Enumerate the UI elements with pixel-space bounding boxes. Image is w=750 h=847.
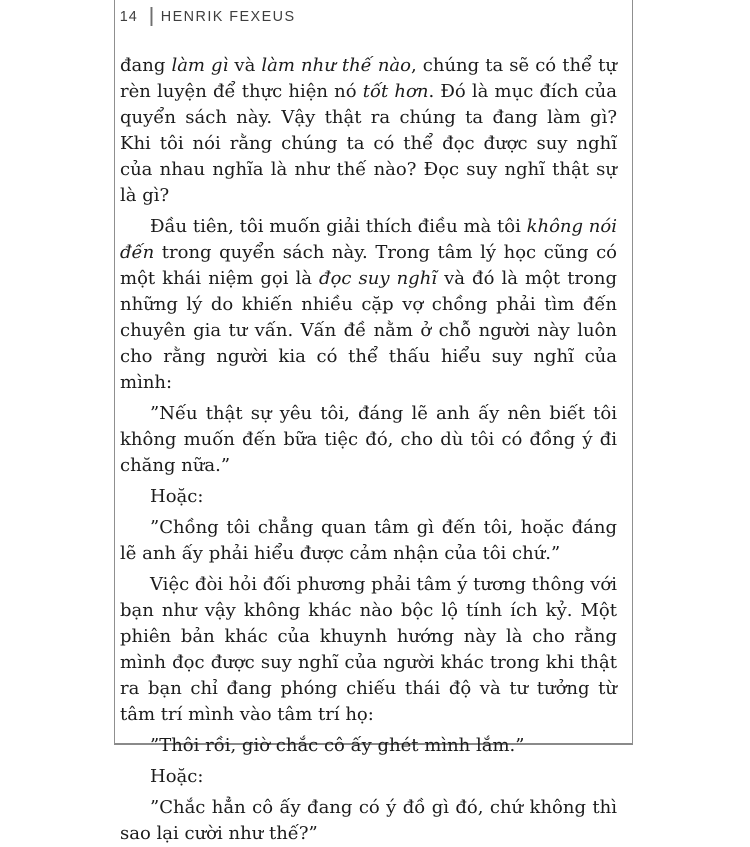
text-run: ”Chồng tôi chẳng quan tâm gì đến tôi, hoặc đáng lẽ anh ấy phải hiểu được cảm nhận của tôi chứ.” (120, 517, 617, 564)
emphasized-run: làm gì (171, 55, 229, 76)
page-header (115, 0, 611, 26)
book-page (114, 0, 633, 844)
text-run: ”Thôi rồi, giờ chắc cô ấy ghét mình lắm.” (150, 735, 525, 756)
paragraph (120, 401, 617, 479)
text-run: trong quyển sách này. Trong tâm lý học cũng có một khái niệm gọi là (120, 242, 617, 289)
paragraph (120, 733, 617, 759)
paragraph (120, 764, 617, 790)
text-run: Đầu tiên, tôi muốn giải thích điều mà tôi (150, 216, 527, 237)
text-run: và đó là một trong những lý do khiến nhiều cặp vợ chồng phải tìm đến chuyên gia tư vấn. Vấn đề nằm ở chỗ người này luôn cho rằng người kia có thể thấu hiểu suy nghĩ của mình: (120, 268, 617, 393)
emphasized-run: tốt hơn (362, 81, 429, 102)
text-run: , chúng ta sẽ có thể tự rèn luyện để thực hiện nó (120, 55, 618, 102)
author-running-head: HENRIK FEXEUS (160, 8, 296, 25)
emphasized-run: không nói đến (120, 216, 617, 263)
text-run: đang (120, 55, 172, 76)
text-run: Hoặc: (150, 766, 204, 787)
header-divider (150, 7, 152, 26)
paragraph (120, 515, 617, 567)
paragraph (120, 572, 617, 728)
page-number: 14 (119, 8, 138, 25)
emphasized-run: đọc suy nghĩ (319, 268, 438, 289)
text-run: Hoặc: (150, 486, 204, 507)
text-run: . Đó là mục đích của quyển sách này. Vậy thật ra chúng ta đang làm gì? Khi tôi nói rằng chúng ta có thể đọc được suy nghĩ của nhau nghĩa là như thế nào? Đọc suy nghĩ thật sự là gì? (120, 81, 617, 206)
paragraph (120, 795, 617, 847)
text-run: và (228, 55, 262, 76)
emphasized-run: làm như thế nào (261, 55, 411, 76)
body-text (115, 26, 632, 847)
paragraph (120, 214, 617, 396)
paragraph (120, 53, 617, 209)
paragraph (120, 484, 617, 510)
text-run: ”Nếu thật sự yêu tôi, đáng lẽ anh ấy nên biết tôi không muốn đến bữa tiệc đó, cho dù tôi có đồng ý đi chăng nữa.” (120, 403, 617, 476)
text-run: ”Chắc hẳn cô ấy đang có ý đồ gì đó, chứ không thì sao lại cười như thế?” (120, 797, 617, 844)
text-run: Việc đòi hỏi đối phương phải tâm ý tương thông với bạn như vậy không khác nào bộc lộ tính ích kỷ. Một phiên bản khác của khuynh hướng này là cho rằng mình đọc được suy nghĩ của người khác trong khi thật ra bạn chỉ đang phóng chiếu thái độ và tư tưởng từ tâm trí mình vào tâm trí họ: (120, 574, 617, 725)
